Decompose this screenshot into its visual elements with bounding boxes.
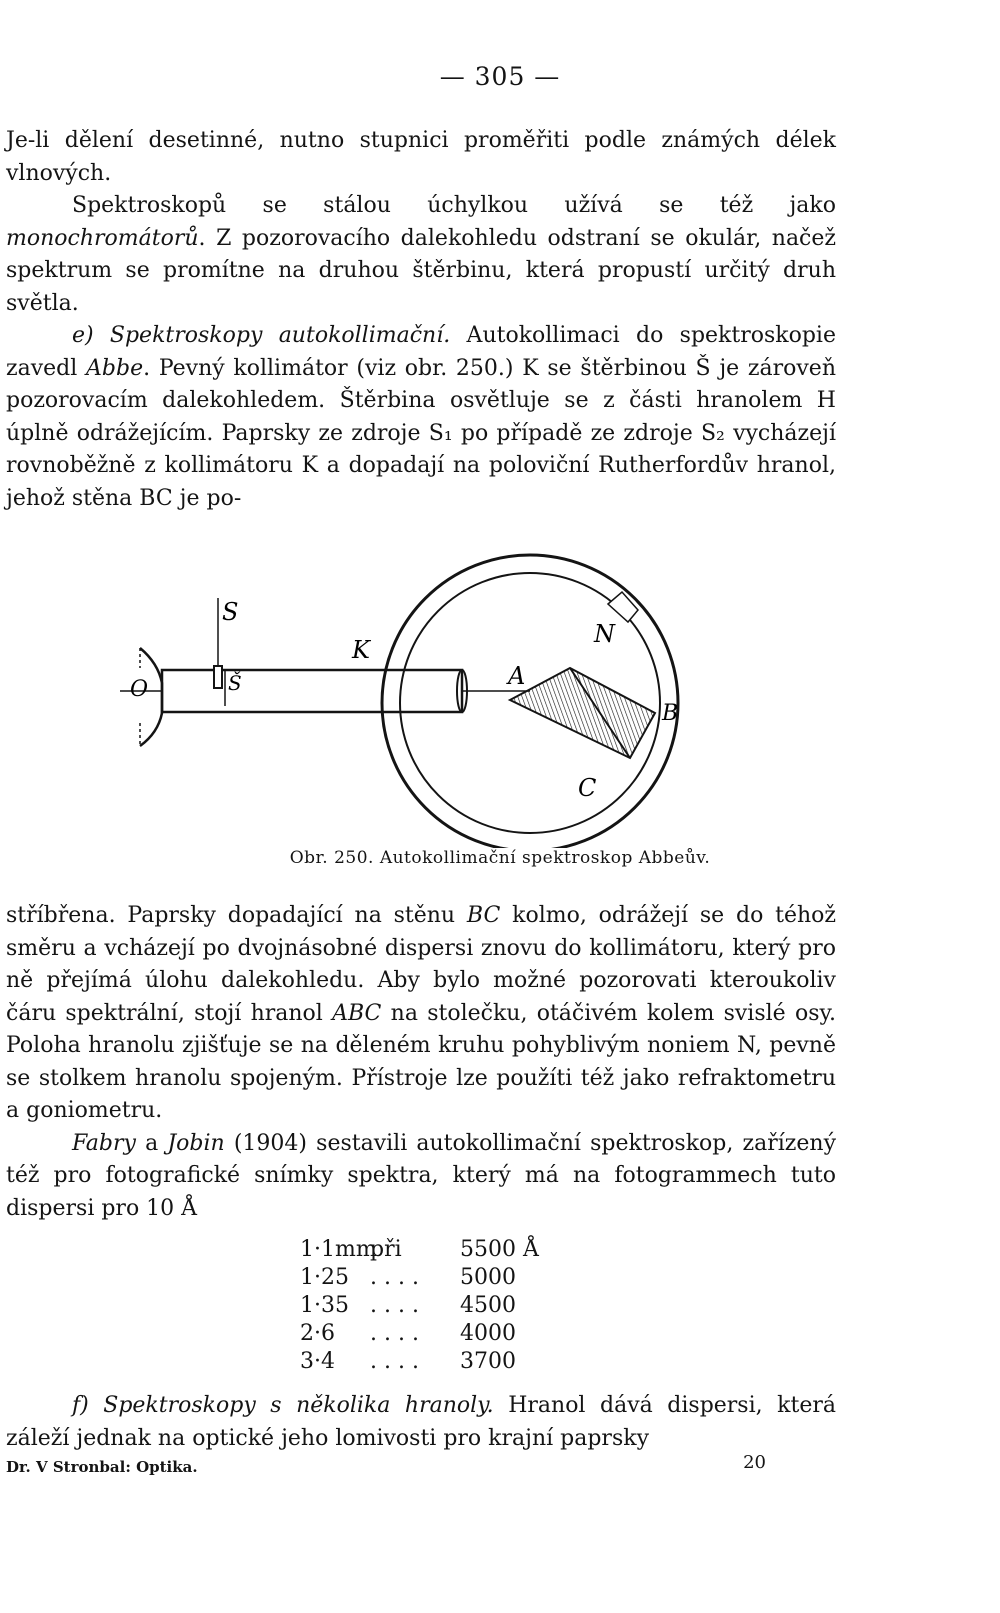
label-O: O [130, 677, 149, 702]
label-N: N [594, 620, 615, 648]
paragraph-fabry-jobin [6, 1128, 836, 1226]
italic-text: BC [466, 903, 501, 928]
top-text-block [6, 125, 836, 515]
prism [510, 668, 655, 758]
page-number: — 305 — [439, 62, 561, 91]
text: stříbřena. Paprsky dopadající na stěnu [6, 903, 467, 928]
text: Spektroskopů se stálou úchylkou užívá se též jako [72, 193, 836, 218]
footer-sheet-number: 20 [743, 1452, 766, 1473]
dispersion-row [300, 1320, 550, 1348]
label-C: C [578, 774, 597, 802]
dispersion-separator: . . . . [370, 1293, 419, 1318]
footer-author: Dr. V Stronbal: Optika. [6, 1458, 198, 1476]
dispersion-wavelength: 3700 [460, 1349, 516, 1374]
paragraph-silvered [6, 900, 836, 1128]
dispersion-mm: 1·1mm [300, 1237, 377, 1262]
text: kolmo, odrážejí se do téhož směru a vcházejí po dvojnásobné dispersi znovu do kollimátoru, který pro ně přejímá úlohu dalekohledu. Aby bylo možné pozorovati kteroukoliv čáru spektrální, stojí hranol [6, 903, 836, 1026]
label-K: K [352, 636, 370, 664]
italic-text: Jobin [167, 1130, 225, 1156]
dispersion-table [300, 1236, 550, 1376]
figure-caption: Obr. 250. Autokollimační spektroskop Abbeův. [289, 848, 711, 868]
dispersion-row [300, 1236, 550, 1264]
dispersion-mm: 2·6 [300, 1321, 335, 1346]
italic-text: monochromátorů [6, 225, 199, 251]
text: na stolečku, otáčivém kolem svislé osy. Poloha hranolu zjišťuje se na děleném kruhu pohyblivým noniem N, pevně se stolkem hranolu spojeným. Přístroje lze použíti též jako refraktometru a goniometru. [6, 1000, 836, 1123]
dispersion-row [300, 1292, 550, 1320]
dispersion-wavelength: 4500 [460, 1293, 516, 1318]
dispersion-mm: 3·4 [300, 1349, 335, 1374]
collimator-tube [162, 670, 462, 712]
dispersion-separator: . . . . [370, 1349, 419, 1374]
text: (1904) sestavili autokollimační spektroskop, zařízený též pro fotografické snímky spektra, který má na fotogrammech tuto dispersi pro 10 Å [6, 1130, 836, 1221]
dispersion-separator: . . . . [370, 1265, 419, 1290]
label-S: S [222, 598, 239, 626]
dispersion-mm: 1·25 [300, 1265, 349, 1290]
section-heading-f: f) Spektroskopy s několika hranoly. [72, 1393, 494, 1418]
footer [6, 1452, 806, 1476]
text: Autokollimaci do spektroskopie zavedl [6, 323, 836, 381]
dispersion-wavelength: 5000 [460, 1265, 516, 1290]
spectroscope-diagram [110, 548, 710, 848]
italic-text: Fabry [72, 1130, 136, 1156]
label-A: A [508, 662, 526, 690]
text: . Pevný kollimátor (viz obr. 250.) K se štěrbinou Š je zároveň pozorovacím dalekohledem. Štěrbina osvětluje se z části hranolem H úplně odrážejícím. Paprsky ze zdroje S₁ po případě ze zdroje S₂ vycházejí rovnoběžně z kollimátoru K a dopadají na poloviční Rutherfordův hranol, jehož stěna BC je po- [6, 355, 836, 511]
bottom-text-block [6, 1390, 836, 1455]
dispersion-row [300, 1264, 550, 1292]
text: Hranol dává dispersi, která záleží jednak na optické jeho lomivosti pro krajní paprsky [6, 1393, 836, 1451]
dispersion-separator: . . . . [370, 1321, 419, 1346]
italic-text: ABC [332, 1000, 382, 1026]
dispersion-separator: při [370, 1237, 402, 1262]
dispersion-row [300, 1348, 550, 1376]
label-B: B [662, 701, 679, 726]
paragraph-multi-prism [6, 1390, 836, 1455]
paragraph-decimal: Je-li dělení desetinné, nutno stupnici proměřiti podle známých délek vlnových. [6, 128, 836, 186]
label-S-caron: Š [228, 671, 242, 695]
dispersion-wavelength: 5500 Å [460, 1237, 539, 1262]
dispersion-mm: 1·35 [300, 1293, 349, 1318]
italic-text: Abbe [86, 355, 144, 381]
dispersion-wavelength: 4000 [460, 1321, 516, 1346]
text: . Z pozorovacího dalekohledu odstraní se okulár, načež spektrum se promítne na druhou štěrbinu, která propustí určitý druh světla. [6, 225, 836, 316]
mid-text-block [6, 900, 836, 1225]
slit [214, 666, 222, 688]
section-heading-e: e) Spektroskopy autokollimační. [72, 323, 451, 348]
paragraph-autocollimation [6, 320, 836, 515]
paragraph-monochromator [6, 190, 836, 320]
text: a [135, 1130, 168, 1156]
